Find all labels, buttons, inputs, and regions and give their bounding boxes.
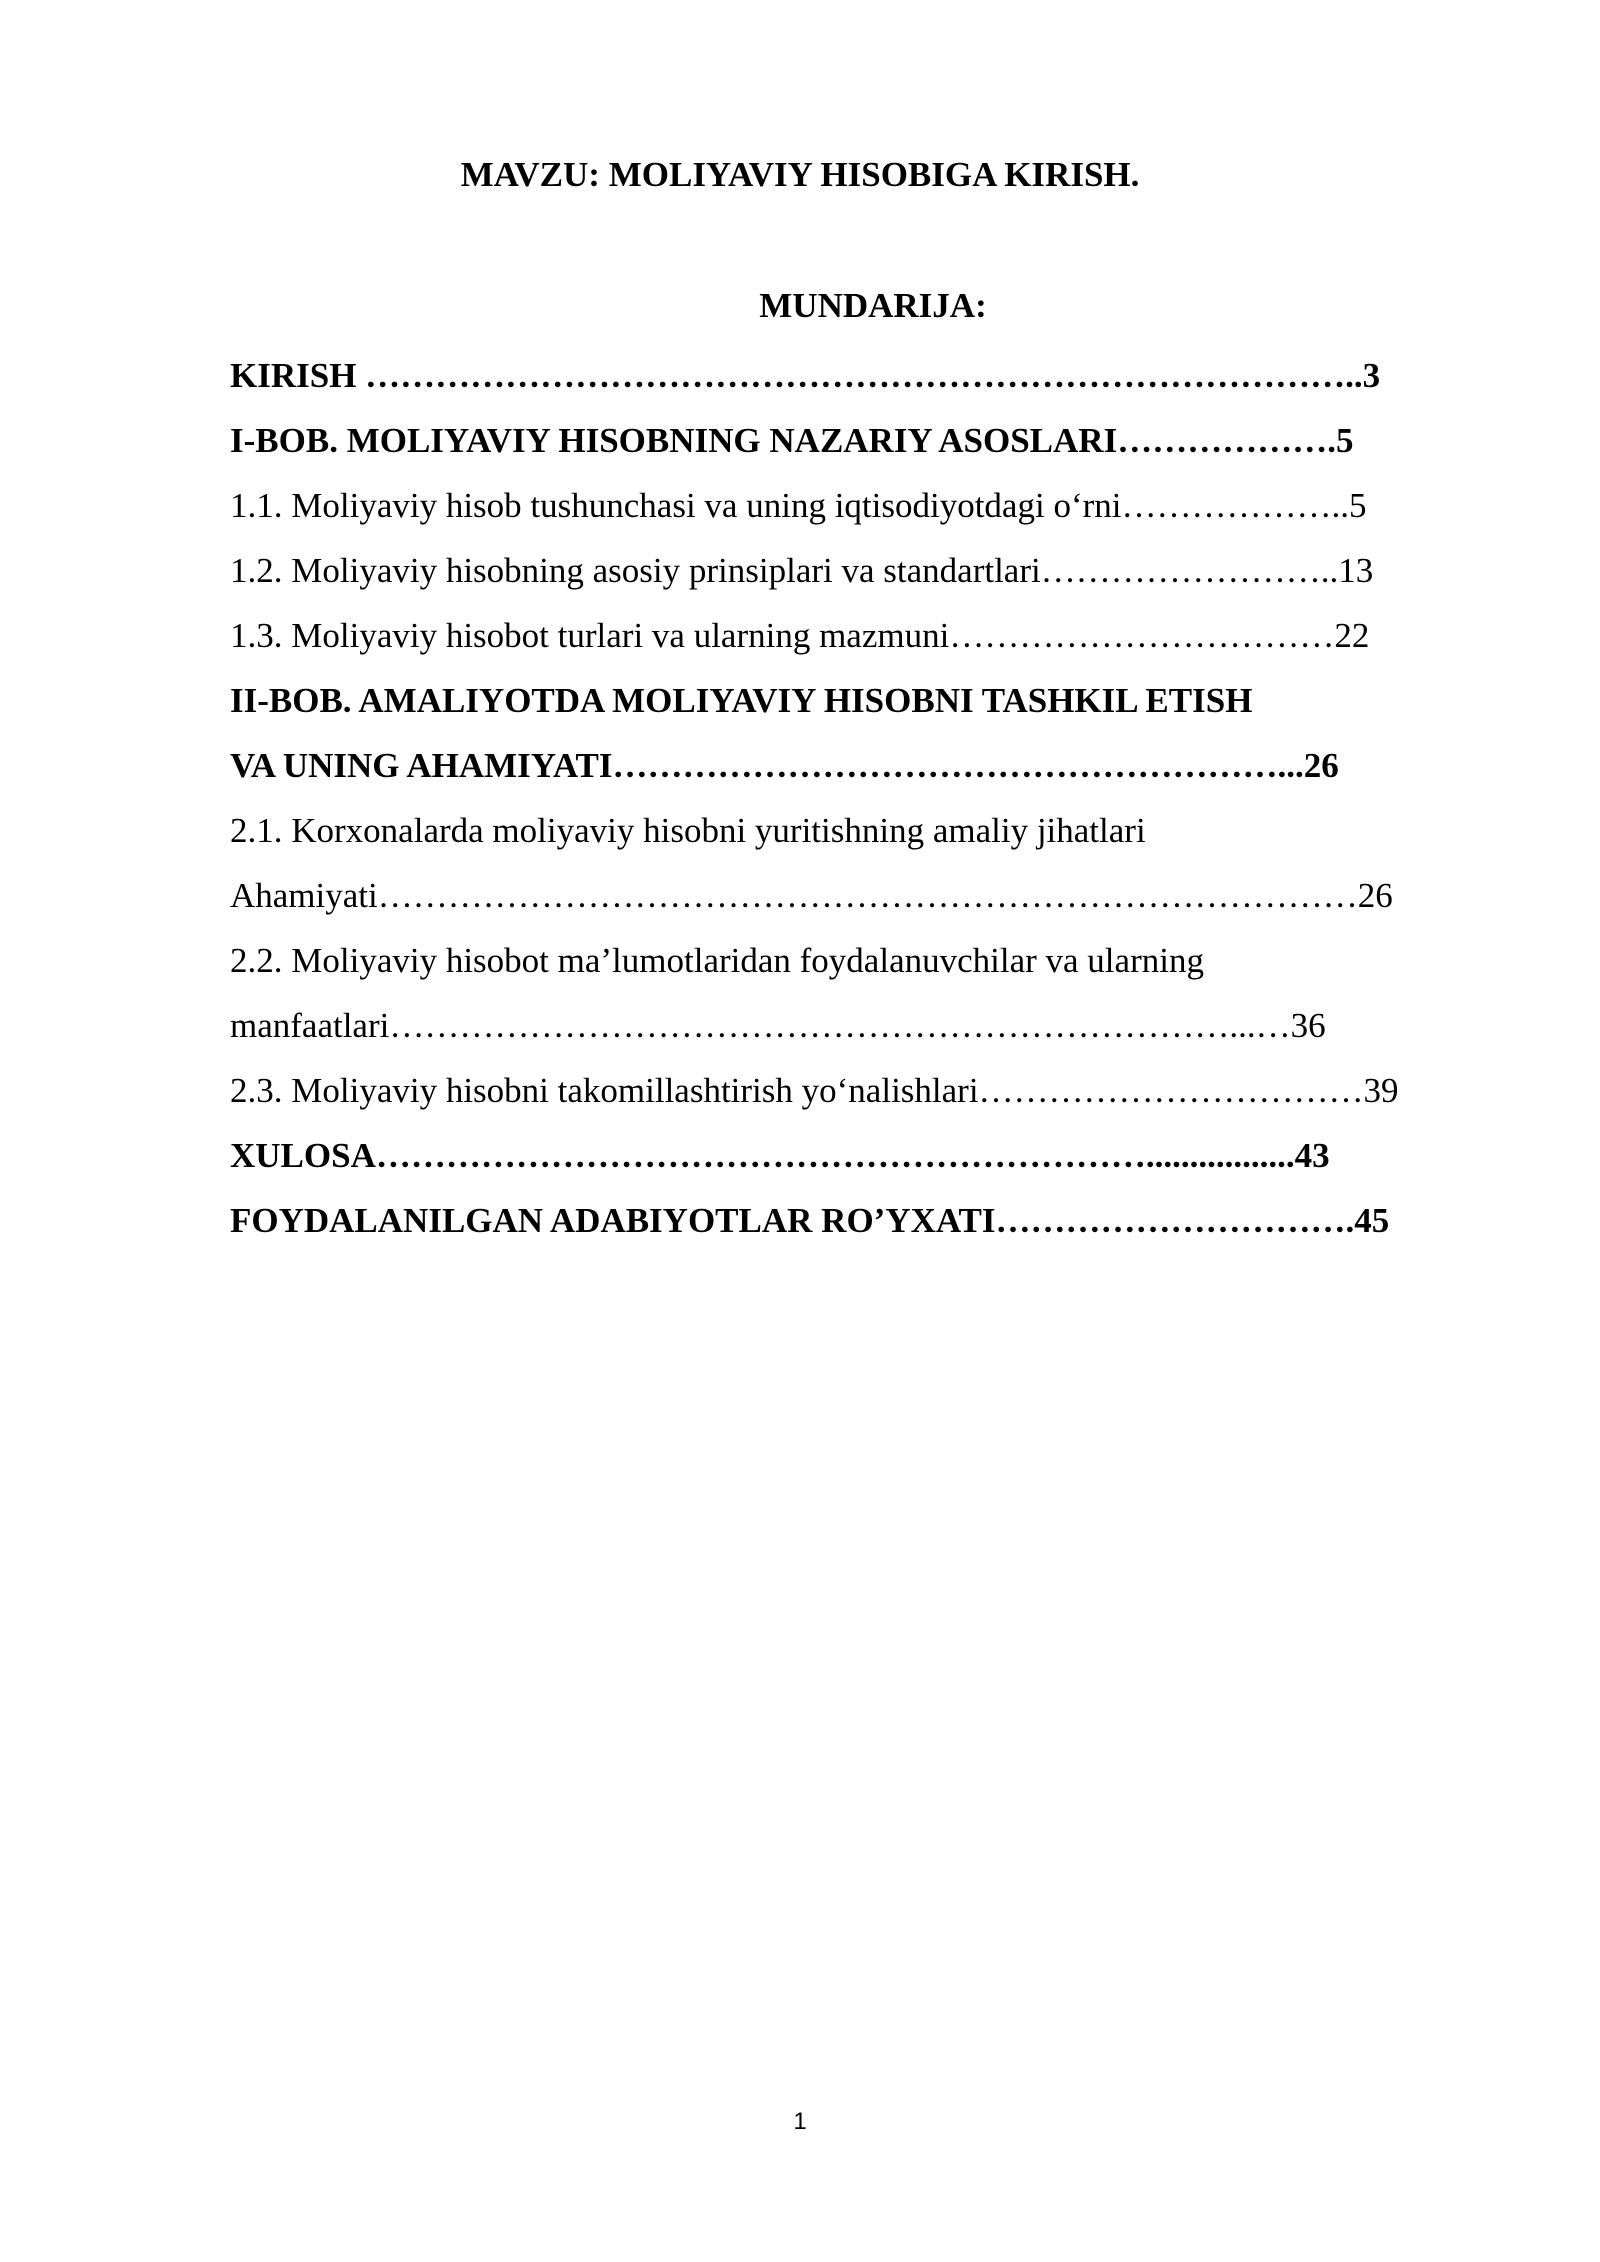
toc-entry-2-2-line-1: 2.2. Moliyaviy hisobot ma’lumotlaridan foydalanuvchilar va ularning xyxy=(230,941,1204,980)
toc-entry-chapter-2-line-1: II-BOB. AMALIYOTDA MOLIYAVIY HISOBNI TASHKIL ETISH xyxy=(230,681,1253,720)
toc-entry-2-1-line-2: Ahamiyati…………………………………………………………………………26 xyxy=(230,876,1393,915)
toc-entry-2-3: 2.3. Moliyaviy hisobni takomillashtirish yo‘nalishlari……………………………39 xyxy=(230,1071,1399,1110)
toc-entry-chapter-1: I-BOB. MOLIYAVIY HISOBNING NAZARIY ASOSLARI……………….5 xyxy=(230,421,1354,460)
toc-entry-1-2: 1.2. Moliyaviy hisobning asosiy prinsiplari va standartlari……………………..13 xyxy=(230,551,1374,590)
page-title: MAVZU: MOLIYAVIY HISOBIGA KIRISH. xyxy=(460,155,1140,194)
toc-heading: MUNDARIJA: xyxy=(759,286,987,325)
toc-entry-2-2-line-2: manfaatlari………………………………………………………………...…36 xyxy=(230,1006,1326,1045)
page-number: 1 xyxy=(793,2108,807,2135)
toc-entry-1-3: 1.3. Moliyaviy hisobot turlari va ularning mazmuni……………………………22 xyxy=(230,616,1370,655)
toc-entry-xulosa: XULOSA………………………………………………………….................43 xyxy=(230,1136,1330,1175)
toc-entry-2-1-line-1: 2.1. Korxonalarda moliyaviy hisobni yuritishning amaliy jihatlari xyxy=(230,811,1146,850)
toc-entry-references: FOYDALANILGAN ADABIYOTLAR RO’YXATI………………………….45 xyxy=(230,1201,1390,1240)
table-of-contents xyxy=(230,281,1490,1253)
toc-entry-1-1: 1.1. Moliyaviy hisob tushunchasi va uning iqtisodiyotdagi o‘rni………………..5 xyxy=(230,486,1367,525)
toc-entry-kirish: KIRISH …………………………………………………………………………..3 xyxy=(230,356,1381,395)
toc-entry-chapter-2-line-2: VA UNING AHAMIYATI…………………………………………………...26 xyxy=(230,746,1339,785)
